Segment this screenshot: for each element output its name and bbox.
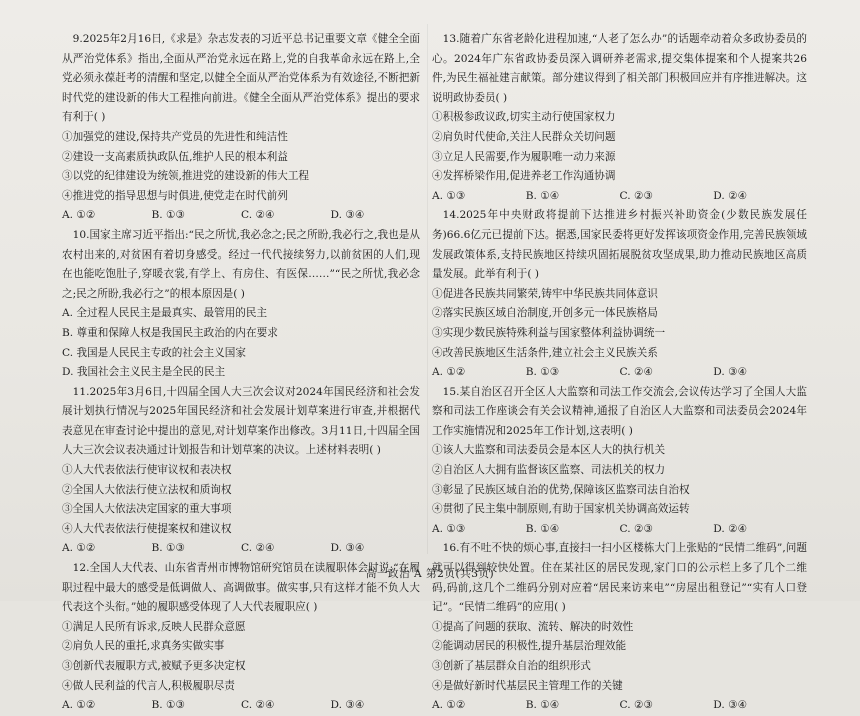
question-16-option-3: ③创新了基层群众自治的组织形式 <box>432 660 591 672</box>
question-9-choices <box>62 206 420 226</box>
question-11-choice-a: A. ①② <box>62 542 96 555</box>
question-16-choice-b: B. ①④ <box>525 699 560 712</box>
question-14-stem: 14.2025年中央财政将提前下达推进乡村振兴补助资金(少数民族发展任务)66.6亿元已提前下达。据悉,国家民委将更好发挥该项资金作用,完善民族领域发展政策体系,支持民族地区持续巩固拓展脱贫攻坚成果,助力推动民族地区高质量发展。此举有利于( ) <box>432 209 807 281</box>
question-13 <box>432 30 807 206</box>
question-16-option-1: ①提高了问题的获取、流转、解决的时效性 <box>432 620 634 633</box>
question-16-choice-d: D. ③④ <box>713 699 748 712</box>
question-11-choice-d: D. ③④ <box>330 542 365 555</box>
question-9-option-2: ②建设一支高素质执政队伍,维护人民的根本利益 <box>62 150 288 163</box>
question-10-option-c: C. 我国是人民民主专政的社会主义国家 <box>62 346 246 359</box>
question-11-choice-c: C. ②④ <box>241 542 275 555</box>
question-15-choice-c: C. ②③ <box>619 522 653 535</box>
question-13-choice-b: B. ①④ <box>525 189 560 202</box>
question-11-option-4: ④人大代表依法行使提案权和建议权 <box>62 522 232 535</box>
question-15-choices <box>432 520 807 540</box>
question-14-option-4: ④改善民族地区生活条件,建立社会主义民族关系 <box>432 346 658 359</box>
question-14-choice-c: C. ②④ <box>619 366 653 379</box>
question-9-option-3: ③以党的纪律建设为统领,推进党的建设新的伟大工程 <box>62 170 310 183</box>
question-15-choice-d: D. ②④ <box>713 522 748 535</box>
question-12-stem: 12.全国人大代表、山东省青州市博物馆研究馆员在读履职体会时说:“在履职过程中最大的感受是低调做人、高调做事。做实事,只有这样才能不负人大代表这个头衔。”她的履职感受体现了人大代表履职应( ) <box>62 562 420 614</box>
question-10-stem: 10.国家主席习近平指出:“民之所忧,我必念之;民之所盼,我必行之,我也是从农村出来的,对贫困有着切身感受。经过一代代接续努力,以前贫困的人们,现在也能吃饱肚子,穿暖衣裳,有学上、有房住、有医保……”“民之所忧,我必念之;民之所盼,我必行之”的根本原因是( ) <box>62 228 420 300</box>
question-14-choice-a: A. ①② <box>432 366 466 379</box>
question-16-option-4: ④是做好新时代基层民主管理工作的关键 <box>432 679 623 692</box>
question-15-stem: 15.某自治区召开全区人大监察和司法工作交流会,会议传达学习了全国人大监察和司法工作座谈会有关会议精神,通报了自治区人大监察和司法委员会2024年工作实施情况和2025年工作计划,这表明( ) <box>432 385 807 437</box>
question-15-option-2: ②自治区人大拥有监督该区监察、司法机关的权力 <box>432 464 666 477</box>
question-9-choice-b: B. ①③ <box>151 209 186 222</box>
column-divider <box>427 24 428 554</box>
question-9-option-4: ④推进党的指导思想与时俱进,使党走在时代前列 <box>62 189 288 202</box>
question-12-choice-a: A. ①② <box>62 699 96 712</box>
question-14-option-3: ③实现少数民族特殊利益与国家整体利益协调统一 <box>432 326 666 339</box>
question-14-option-2: ②落实民族区域自治制度,开创多元一体民族格局 <box>432 307 658 320</box>
question-9-choice-c: C. ②④ <box>241 209 275 222</box>
question-13-option-1: ①积极参政议政,切实主动行使国家权力 <box>432 111 616 124</box>
question-11-stem: 11.2025年3月6日,十四届全国人大三次会议对2024年国民经济和社会发展计划执行情况与2025年国民经济和社会发展计划草案进行审查,并根据代表意见在审查讨论中提出的意见,对计划草案作出修改。3月11日,十四届全国人大三次会议表决通过计划报告和计划草案的决议。上述材料表明( ) <box>62 385 420 457</box>
question-12-choice-b: B. ①③ <box>151 699 186 712</box>
question-15-option-1: ①该人大监察和司法委员会是本区人大的执行机关 <box>432 444 666 457</box>
question-13-choices <box>432 187 807 207</box>
question-12-choice-c: C. ②④ <box>241 699 275 712</box>
question-14-choice-d: D. ③④ <box>713 366 748 379</box>
question-13-option-4: ④发挥桥梁作用,促进养老工作沟通协调 <box>432 170 616 183</box>
question-12-option-3: ③创新代表履职方式,被赋予更多决定权 <box>62 660 246 672</box>
question-11-option-1: ①人大代表依法行使审议权和表决权 <box>62 464 232 477</box>
question-11 <box>62 383 420 559</box>
question-10-option-a: A. 全过程人民民主是最真实、最管用的民主 <box>62 307 268 320</box>
question-13-choice-c: C. ②③ <box>619 189 653 202</box>
question-9-option-1: ①加强党的建设,保持共产党员的先进性和纯洁性 <box>62 130 288 143</box>
question-9-choice-d: D. ③④ <box>330 209 365 222</box>
left-column <box>62 30 420 716</box>
question-15-choice-a: A. ①③ <box>432 522 466 535</box>
question-16-choice-c: C. ②③ <box>619 699 653 712</box>
question-11-choices <box>62 539 420 559</box>
question-15-choice-b: B. ①④ <box>525 522 560 535</box>
question-14 <box>432 206 807 382</box>
question-9 <box>62 30 420 226</box>
question-13-stem: 13.随着广东省老龄化进程加速,“人老了怎么办”的话题牵动着众多政协委员的心。2024年广东省政协委员深入调研养老需求,提交集体提案和个人提案共26件,为民生福祉建言献策。部分建议得到了相关部门积极回应并有序推进解决。这说明政协委员( ) <box>432 33 807 104</box>
question-9-choice-a: A. ①② <box>62 209 96 222</box>
question-10 <box>62 226 420 383</box>
question-16-stem: 16.有不吐不快的烦心事,直接扫一扫小区楼栋大门上张贴的“民情二维码”,问题就可以得到较快处置。住在某社区的居民发现,家门口的公示栏上多了几个二维码,码前,这几个二维码分别对应着“居民来访来电”“房屋出租登记”“实有人口登记”。“民情二维码”的应用( ) <box>432 542 807 614</box>
question-13-choice-d: D. ②④ <box>713 189 748 202</box>
question-12-choices <box>62 696 420 716</box>
question-13-option-3: ③立足人民需要,作为履职唯一动力来源 <box>432 150 616 163</box>
question-12-option-1: ①满足人民所有诉求,反映人民群众意愿 <box>62 620 246 633</box>
question-14-choice-b: B. ①③ <box>525 366 560 379</box>
question-12 <box>62 559 420 716</box>
question-15 <box>432 383 807 540</box>
question-13-choice-a: A. ①③ <box>432 189 466 202</box>
page-footer: 高一政治 A 第2页(共3页) <box>365 568 495 580</box>
question-12-choice-d: D. ③④ <box>330 699 365 712</box>
question-14-option-1: ①促进各民族共同繁荣,铸牢中华民族共同体意识 <box>432 287 658 300</box>
question-10-option-d: D. 我国社会主义民主是全民的民主 <box>62 366 226 379</box>
question-16-choices <box>432 696 807 716</box>
question-9-stem: 9.2025年2月16日,《求是》杂志发表的习近平总书记重要文章《健全全面从严治党体系》指出,全面从严治党永远在路上,党的自我革命永远在路上,全党必须永葆赶考的清醒和坚定,以健全全面从严治党体系为有效途径,不断把新时代党的建设新的伟大工程推向前进。《健全全面从严治党体系》提出的要求有利于( ) <box>62 33 420 124</box>
question-10-option-b: B. 尊重和保障人权是我国民主政治的内在要求 <box>62 326 278 339</box>
question-16-choice-a: A. ①② <box>432 699 466 712</box>
right-column <box>432 30 807 716</box>
question-13-option-2: ②肩负时代使命,关注人民群众关切问题 <box>432 130 616 143</box>
question-14-choices <box>432 363 807 383</box>
question-15-option-3: ③彰显了民族区域自治的优势,保障该区监察司法自治权 <box>432 483 690 496</box>
question-12-option-2: ②肩负人民的重托,求真务实做实事 <box>62 640 225 653</box>
question-11-choice-b: B. ①③ <box>151 542 186 555</box>
question-15-option-4: ④贯彻了民主集中制原则,有助于国家机关协调高效运转 <box>432 503 690 516</box>
question-16-option-2: ②能调动居民的积极性,提升基层治理效能 <box>432 640 627 653</box>
question-11-option-2: ②全国人大依法行使立法权和质询权 <box>62 483 232 496</box>
question-11-option-3: ③全国人大依法决定国家的重大事项 <box>62 503 232 516</box>
question-12-option-4: ④做人民利益的代言人,积极履职尽责 <box>62 679 235 692</box>
